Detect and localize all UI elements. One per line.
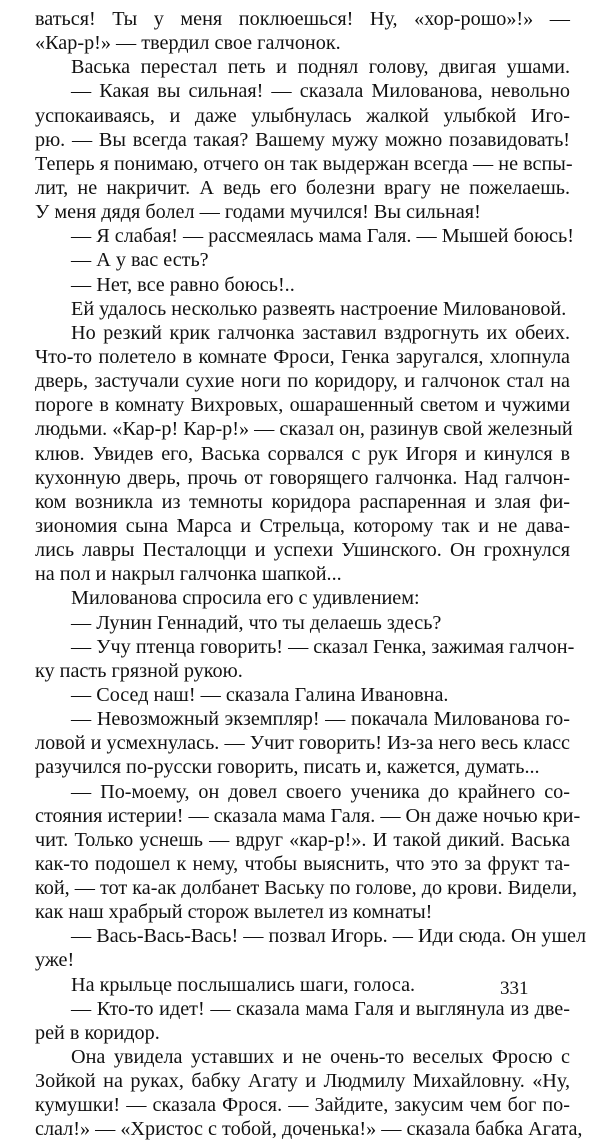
page-number: 331 <box>500 978 529 999</box>
text-line: — Какая вы сильная! — сказала Милованова, невольно <box>71 80 570 103</box>
text-line: стояния истерии! — сказала мама Галя. — Он даже ночью кри- <box>35 804 581 827</box>
text-line: — Вась-Вась-Вась! — позвал Игорь. — Иди сюда. Он ушел <box>71 925 587 948</box>
text-line: Что-то полетело в комнате Фроси, Генка заругался, хлопнула <box>35 345 570 368</box>
text-line: — Невозможный экземпляр! — покачала Милованова го- <box>71 708 570 731</box>
text-line: ку пасть грязной рукою. <box>35 659 243 682</box>
text-line: слал!» — «Христос с тобой, доченька!» — сказала бабка Агата, <box>35 1118 583 1141</box>
text-line: Теперь я понимаю, отчего он так выдержан всегда — не вспы- <box>35 152 573 175</box>
text-line: рей в коридор. <box>35 1021 160 1044</box>
text-line: лит, не накричит. А ведь его болезни врагу не пожелаешь. <box>35 176 570 199</box>
text-line: — А у вас есть? <box>71 249 209 272</box>
text-line: людьми. «Кар-р! Кар-р!» — сказал он, разинув свой железный <box>35 418 573 441</box>
text-line: На крыльце послышались шаги, голоса. <box>71 973 416 996</box>
text-line: уже! <box>35 949 75 972</box>
text-line: Но резкий крик галчонка заставил вздрогнуть их обеих. <box>71 321 570 344</box>
page-text-body <box>35 7 587 1142</box>
text-line: как-то подошел к нему, чтобы выяснить, что это за фрукт та- <box>35 852 570 875</box>
text-line: Милованова спросила его с удивлением: <box>71 587 420 610</box>
text-line: — Кто-то идет! — сказала мама Галя и выглянула из две- <box>71 997 570 1020</box>
text-line: ловой и усмехнулась. — Учит говорить! Из-за него весь класс <box>35 732 570 755</box>
text-line: лись лавры Песталоцци и успехи Ушинского. Он грохнулся <box>35 539 570 562</box>
text-line: дверь, застучали сухие ноги по коридору, и галчонок стал на <box>35 370 570 393</box>
text-line: как наш храбрый сторож вылетел из комнаты! <box>35 901 433 924</box>
text-line: кухонную дверь, прочь от говорящего галчонка. Над галчон- <box>35 466 570 489</box>
text-line: Ей удалось несколько развеять настроение Миловановой. <box>71 297 567 320</box>
text-line: Она увидела уставших и не очень-то веселых Фросю с <box>71 1046 570 1069</box>
text-line: — Лунин Геннадий, что ты делаешь здесь? <box>71 611 442 634</box>
text-line: — Нет, все равно боюсь!.. <box>71 273 295 296</box>
text-line: — Сосед наш! — сказала Галина Ивановна. <box>71 683 449 706</box>
text-line: пороге в комнату Вихровых, ошарашенный светом и чужими <box>35 394 570 417</box>
text-line: Васька перестал петь и поднял голову, двигая ушами. <box>71 56 570 79</box>
text-line: «Кар-р!» — твердил свое галчонок. <box>35 32 341 55</box>
text-line: рю. — Вы всегда такая? Вашему мужу можно позавидовать! <box>35 128 570 151</box>
text-line: — Учу птенца говорить! — сказал Генка, зажимая галчон- <box>71 635 575 658</box>
text-line: ваться! Ты у меня поклюешься! Ну, «хор-рошо»!» — <box>35 8 570 30</box>
text-line: — Я слабая! — рассмеялась мама Галя. — Мышей боюсь! <box>71 225 574 248</box>
text-line: Зойкой на руках, бабку Агату и Людмилу Михайловну. «Ну, <box>35 1070 570 1093</box>
text-line: клюв. Увидев его, Васька сорвался с рук Игоря и кинулся в <box>35 442 570 465</box>
text-line: разучился по-русски говорить, писать и, кажется, думать... <box>35 756 540 779</box>
text-line: чит. Только уснешь — вдруг «кар-р!». И такой дикий. Васька <box>35 828 570 851</box>
text-line: — По-моему, он довел своего ученика до крайнего со- <box>71 780 570 803</box>
text-line: У меня дядя болел — годами мучился! Вы сильная! <box>35 201 481 224</box>
text-line: успокаиваясь, и даже улыбнулась жалкой улыбкой Иго- <box>35 104 570 127</box>
text-line: ком возникла из темноты коридора распаренная и злая фи- <box>35 490 570 513</box>
text-line: зиономия сына Марса и Стрельца, которому так и не дава- <box>35 514 570 537</box>
text-line: кой, — тот ка-ак долбанет Ваську по голове, до крови. Видели, <box>35 877 577 900</box>
text-line: на пол и накрыл галчонка шапкой... <box>35 563 342 586</box>
text-line: кумушки! — сказала Фрося. — Зайдите, закусим чем бог по- <box>35 1094 570 1117</box>
